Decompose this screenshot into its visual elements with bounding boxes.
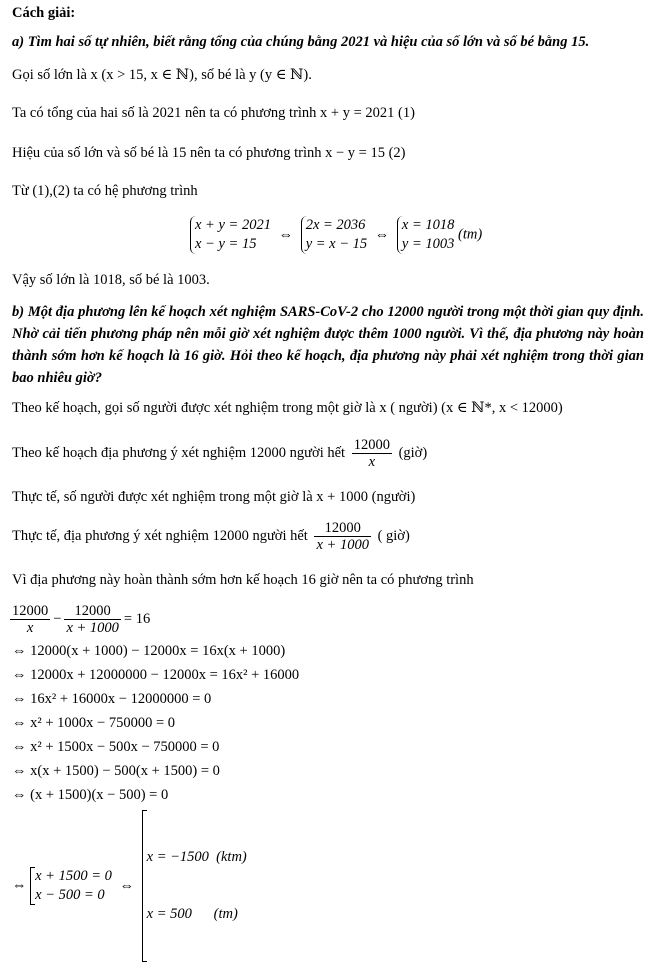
final-b-bottom: x = 500 (tm) bbox=[146, 906, 238, 922]
real-time-text: Thực tế, địa phương ý xét nghiệm 12000 người hết bbox=[12, 527, 308, 544]
sys1-bottom: x − y = 15 bbox=[195, 236, 257, 252]
sys3-top: x = 1018 bbox=[401, 217, 455, 233]
part-a-let: Gọi số lớn là x (x > 15, x ∈ ℕ), số bé là y (y ∈ ℕ). bbox=[12, 67, 312, 83]
final-a-bottom: x − 500 = 0 bbox=[35, 887, 105, 903]
fraction-numerator: 12000 bbox=[12, 603, 49, 619]
fraction-denominator: x + 1000 bbox=[66, 620, 119, 636]
step-5: ⇔ x² + 1500x − 500x − 750000 = 0 bbox=[12, 739, 220, 755]
final-a-top: x + 1500 = 0 bbox=[35, 868, 112, 884]
part-a-question: a) Tìm hai số tự nhiên, biết rằng tổng của chúng bằng 2021 và hiệu của số lớn và số bé bằng 15. bbox=[12, 34, 590, 50]
real-rate: Thực tế, số người được xét nghiệm trong một giờ là x + 1000 (người) bbox=[12, 489, 416, 505]
plan-time-fraction bbox=[352, 437, 392, 470]
equiv-symbol: ⇔ bbox=[12, 877, 27, 894]
system-of-equations bbox=[190, 216, 482, 254]
because: Vì địa phương này hoàn thành sớm hơn kế hoạch 16 giờ nên ta có phương trình bbox=[12, 572, 474, 588]
fraction-denominator: x bbox=[368, 454, 376, 470]
sys1-top: x + y = 2021 bbox=[195, 217, 271, 233]
tm-label: (tm) bbox=[458, 226, 483, 243]
plan-time bbox=[12, 437, 427, 470]
fraction-denominator: x bbox=[26, 620, 34, 636]
main-equation-rhs: = 16 bbox=[123, 611, 151, 627]
part-b-question: b) Một địa phương lên kế hoạch xét nghiệm SARS-CoV-2 cho 12000 người trong một thời gian quy định. Nhờ cải tiến phương pháp nên mỗi giờ xét nghiệm được thêm 1000 người. Vì thế, địa phương này hoàn thành sớm hơn kế hoạch là 16 giờ. Hỏi theo kế hoạch, địa phương này phải xét nghiệm trong thời gian bao nhiêu giờ? bbox=[12, 304, 644, 386]
system-3 bbox=[397, 216, 454, 254]
final-bracket-1 bbox=[30, 867, 112, 905]
equiv-symbol: ⇔ bbox=[374, 226, 390, 243]
final-bracket-2 bbox=[142, 810, 247, 962]
fraction-numerator: 12000 bbox=[64, 603, 120, 620]
equiv-symbol: ⇔ bbox=[119, 877, 135, 894]
step-4: ⇔ x² + 1000x − 750000 = 0 bbox=[12, 715, 176, 731]
step-6: ⇔ x(x + 1500) − 500(x + 1500) = 0 bbox=[12, 763, 220, 779]
sys2-top: 2x = 2036 bbox=[305, 217, 366, 233]
heading: Cách giải: bbox=[12, 5, 76, 21]
fraction-numerator: 12000 bbox=[353, 437, 390, 453]
system-2 bbox=[301, 216, 367, 254]
equiv-symbol: ⇔ bbox=[278, 226, 294, 243]
sys2-bottom: y = x − 15 bbox=[305, 236, 368, 252]
final-b-top: x = −1500 (ktm) bbox=[146, 849, 247, 865]
main-fraction-2 bbox=[64, 603, 120, 636]
step-2: ⇔ 12000x + 12000000 − 12000x = 16x² + 16000 bbox=[12, 667, 300, 683]
step-7: ⇔ (x + 1500)(x − 500) = 0 bbox=[12, 787, 169, 803]
fraction-numerator: 12000 bbox=[314, 520, 370, 537]
real-time-unit: ( giờ) bbox=[377, 527, 410, 544]
plan-time-unit: (giờ) bbox=[398, 444, 428, 461]
system-1 bbox=[190, 216, 271, 254]
part-a-eq2: Hiệu của số lớn và số bé là 15 nên ta có phương trình x − y = 15 (2) bbox=[12, 145, 406, 161]
real-time bbox=[12, 520, 410, 553]
plan-let: Theo kế hoạch, gọi số người được xét nghiệm trong một giờ là x ( người) (x ∈ ℕ*, x < 12000) bbox=[12, 400, 563, 416]
plan-time-text: Theo kế hoạch địa phương ý xét nghiệm 12000 người hết bbox=[12, 444, 346, 461]
step-3: ⇔ 16x² + 16000x − 12000000 = 0 bbox=[12, 691, 212, 707]
real-time-fraction bbox=[314, 520, 370, 553]
part-a-conclusion: Vậy số lớn là 1018, số bé là 1003. bbox=[12, 272, 210, 288]
part-a-eq1: Ta có tổng của hai số là 2021 nên ta có phương trình x + y = 2021 (1) bbox=[12, 105, 415, 121]
fraction-denominator: x + 1000 bbox=[316, 537, 369, 553]
sys3-bottom: y = 1003 bbox=[401, 236, 455, 252]
main-fraction-1 bbox=[10, 603, 50, 636]
part-a-from: Từ (1),(2) ta có hệ phương trình bbox=[12, 183, 198, 199]
final-solution bbox=[12, 810, 247, 962]
main-equation: $\frac{12000}{x}$ − $\frac{12000}{x + 1000}$ = 16 bbox=[12, 603, 151, 636]
step-1: ⇔ 12000(x + 1000) − 12000x = 16x(x + 1000) bbox=[12, 643, 286, 659]
